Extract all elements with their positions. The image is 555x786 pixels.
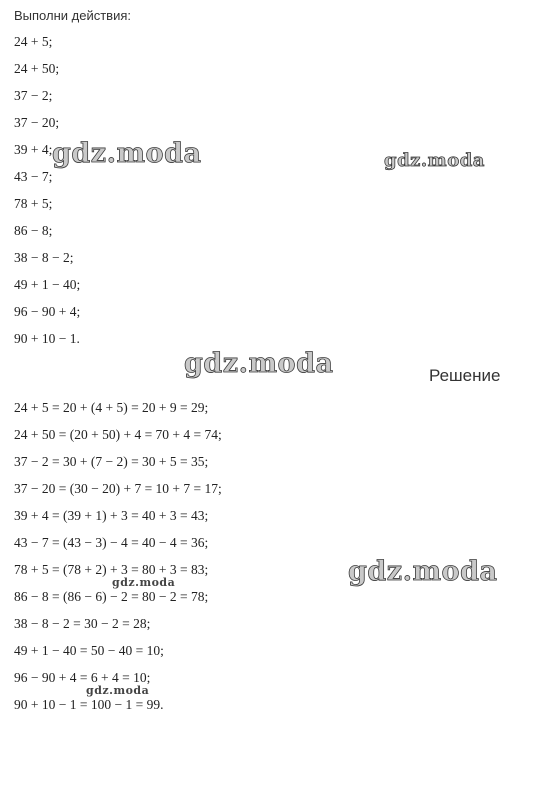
solution-line: 24 + 50 = (20 + 50) + 4 = 70 + 4 = 74; (14, 427, 222, 442)
watermark: gdz.moda (348, 556, 498, 587)
watermark: gdz.moda (86, 684, 150, 697)
expression-line: 96 − 90 + 4; (14, 304, 81, 319)
expression-line: 37 − 20; (14, 115, 60, 130)
watermark: gdz.moda (112, 576, 176, 589)
watermark: gdz.moda (184, 348, 334, 379)
task-header: Выполни действия: (14, 8, 131, 23)
watermark: gdz.moda (52, 138, 202, 169)
expression-line: 78 + 5; (14, 196, 53, 211)
solution-heading: Решение (429, 366, 501, 385)
solution-line: 37 − 20 = (30 − 20) + 7 = 10 + 7 = 17; (14, 481, 222, 496)
expression-line: 86 − 8; (14, 223, 53, 238)
solution-line: 39 + 4 = (39 + 1) + 3 = 40 + 3 = 43; (14, 508, 209, 523)
expression-line: 24 + 5; (14, 34, 53, 49)
expression-line: 49 + 1 − 40; (14, 277, 81, 292)
solution-line: 90 + 10 − 1 = 100 − 1 = 99. (14, 697, 164, 712)
expression-line: 38 − 8 − 2; (14, 250, 74, 265)
solution-line: 96 − 90 + 4 = 6 + 4 = 10; (14, 670, 151, 685)
expression-line: 37 − 2; (14, 88, 53, 103)
solution-list (14, 400, 222, 724)
expression-line: 39 + 4; (14, 142, 53, 157)
watermark: gdz.moda (384, 150, 485, 171)
solution-line: 78 + 5 = (78 + 2) + 3 = 80 + 3 = 83; (14, 562, 209, 577)
solution-line: 86 − 8 = (86 − 6) − 2 = 80 − 2 = 78; (14, 589, 209, 604)
solution-line: 49 + 1 − 40 = 50 − 40 = 10; (14, 643, 164, 658)
expression-line: 24 + 50; (14, 61, 60, 76)
solution-line: 43 − 7 = (43 − 3) − 4 = 40 − 4 = 36; (14, 535, 209, 550)
solution-line: 24 + 5 = 20 + (4 + 5) = 20 + 9 = 29; (14, 400, 209, 415)
solution-line: 37 − 2 = 30 + (7 − 2) = 30 + 5 = 35; (14, 454, 209, 469)
solution-line: 38 − 8 − 2 = 30 − 2 = 28; (14, 616, 151, 631)
expression-list (14, 34, 80, 358)
expression-line: 90 + 10 − 1. (14, 331, 80, 346)
expression-line: 43 − 7; (14, 169, 53, 184)
